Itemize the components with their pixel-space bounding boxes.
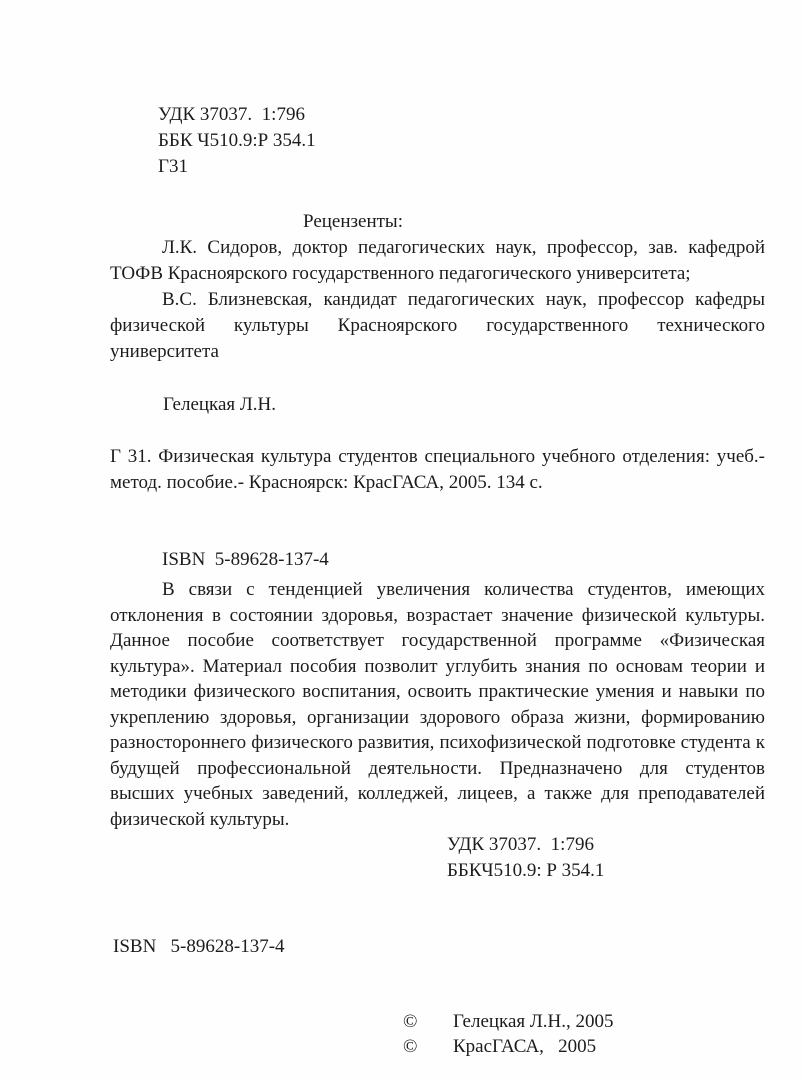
isbn-line-middle: ISBN 5-89628-137-4 (162, 549, 329, 570)
reviewers-section (110, 209, 765, 365)
reviewer-entry-1: Л.К. Сидоров, доктор педагогических наук, профессор, зав. кафедрой ТОФВ Красноярского государственного педагогического университета; (110, 237, 765, 284)
copyright-row-author (403, 1009, 614, 1034)
copyright-row-publisher (403, 1034, 614, 1059)
reviewer-entry-2: В.С. Близневская, кандидат педагогических наук, профессор кафедры физической культуры Красноярского государственного технического университета (110, 289, 765, 362)
copyright-publisher-text: КрасГАСА, 2005 (453, 1036, 597, 1057)
bbk-code-bottom: ББКЧ510.9: Р 354.1 (447, 860, 605, 881)
author-name-line: Гелецкая Л.Н. (163, 394, 277, 415)
copyright-icon: © (403, 1036, 418, 1057)
copyright-section (403, 1009, 614, 1059)
copyright-author-text: Гелецкая Л.Н., 2005 (453, 1011, 614, 1032)
isbn-line-bottom: ISBN 5-89628-137-4 (113, 936, 285, 957)
copyright-icon: © (403, 1011, 418, 1032)
udk-code-top: УДК 37037. 1:796 (158, 104, 305, 125)
reviewers-heading: Рецензенты: (303, 211, 403, 232)
classification-codes-top (158, 102, 316, 180)
bibliographic-entry (110, 444, 765, 496)
bibliographic-entry-text: Г 31. Физическая культура студентов специального учебного отделения: учеб.-метод. пособие.- Красноярск: КрасГАСА, 2005. 134 с. (110, 446, 765, 493)
author-sign-code: Г31 (158, 156, 188, 177)
bbk-code-top: ББК Ч510.9:Р 354.1 (158, 130, 316, 151)
annotation-section (110, 577, 765, 832)
annotation-text: В связи с тенденцией увеличения количества студентов, имеющих отклонения в состоянии здоровья, возрастает значение физической культуры. Данное пособие соответствует государственной программе «Физическая культура». Материал пособия позволит углубить знания по основам теории и методики физического воспитания, освоить практические умения и навыки по укреплению здоровья, организации здорового образа жизни, формированию разностороннего физического развития, психофизической подготовке студента к будущей профессиональной деятельности. Предназначено для студентов высших учебных заведений, колледжей, лицеев, а также для преподавателей физической культуры. (110, 579, 765, 830)
udk-code-bottom: УДК 37037. 1:796 (447, 834, 594, 855)
classification-codes-bottom (447, 832, 604, 884)
